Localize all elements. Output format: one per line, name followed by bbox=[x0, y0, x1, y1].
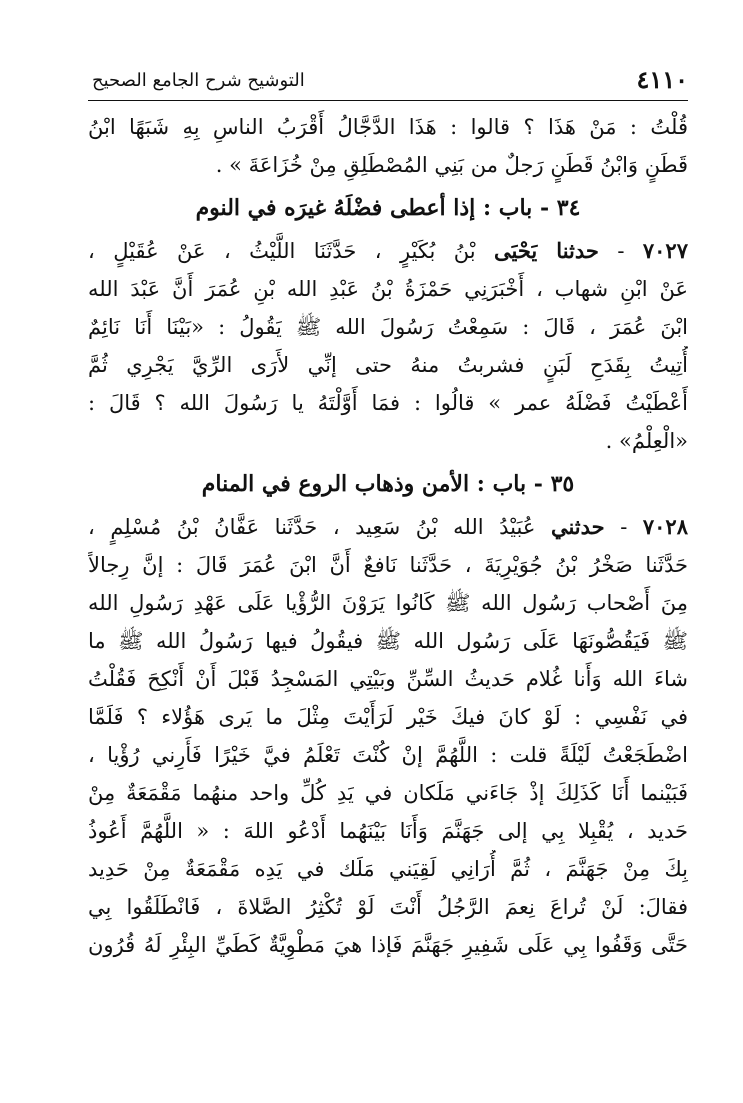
hadith-text: عُبَيْدُ الله بْنُ سَعِيد ، حَدَّثَنا عَفَّانُ بْنُ مُسْلِمٍ ، bbox=[88, 515, 536, 539]
page-body bbox=[88, 108, 688, 964]
text-line: فقالَ: لَنْ تُراعَ نِعمَ الرَّجُلُ أَنْتَ لَوْ تُكْثِرُ الصَّلاةَ ، فَانْطَلَقُوا بِي bbox=[88, 895, 688, 919]
header-rule bbox=[88, 100, 688, 101]
book-page bbox=[88, 52, 688, 1092]
text-line: شاءَ الله وَأَنا غُلام حَديثُ السِّنِّ وبَيْتِي المَسْجِدُ قَبْلَ أَنْ أَنْكِحَ فَقُلْتُ bbox=[88, 667, 688, 691]
hadith-first-line bbox=[88, 508, 688, 546]
text-line: مِنَ أَصْحاب رَسُول الله ﷺ كَانُوا يَرَوْنَ الرُّؤْيا عَلَى عَهْدِ رَسُولِ الله bbox=[88, 591, 688, 615]
text-line: اضْطَجَعْتُ لَيْلَةً قلت : اللَّهُمَّ إنْ كُنْتَ تَعْلَمُ فيَّ خَيْرًا فَأَرِني رُؤْيا ، bbox=[88, 743, 688, 767]
hadith-number: ٧٠٢٨ bbox=[642, 514, 688, 539]
running-title: التوشيح شرح الجامع الصحيح bbox=[92, 70, 305, 91]
text-line: حَديد ، يُقْبِلا بِي إلى جَهَنَّمَ وَأَنَا بَيْنَهُما أَدْعُو اللهَ : « اللَّهُمَّ أَعُوذُ bbox=[88, 819, 688, 843]
text-line: قَطَنٍ وَابْنُ قَطَنٍ رَجلٌ من بَنِي المُصْطَلِقِ مِنْ خُزَاعَةَ » . bbox=[215, 153, 688, 177]
hadith-keyword: حدثنا يَحْيَى bbox=[494, 238, 599, 263]
chapter-word: باب bbox=[498, 195, 533, 221]
text-line: قُلْتُ : مَنْ هَذَا ؟ قالوا : هَذَا الدَّجَّالُ أَقْرَبُ الناسِ بِهِ شَبَهًا ابْنُ bbox=[88, 115, 688, 139]
page-number: ٤١١٠ bbox=[636, 65, 688, 94]
chapter-dash: - bbox=[539, 195, 550, 221]
chapter-dash: - bbox=[533, 471, 543, 497]
hadith-text: بْنُ بُكَيْرٍ ، حَدَّثَنَا اللَّيْثُ ، عَنْ عُقَيْلٍ ، bbox=[88, 239, 476, 263]
hadith-dash: - bbox=[617, 239, 625, 263]
page-header bbox=[88, 66, 688, 94]
hadith-keyword: حدثني bbox=[550, 514, 605, 539]
chapter-heading-35 bbox=[88, 460, 688, 508]
chapter-word: باب bbox=[492, 471, 527, 497]
text-line: «الْعِلْمُ» . bbox=[605, 429, 688, 453]
chapter-number: ٣٤ bbox=[556, 195, 581, 221]
text-line: في نَفْسِي : لَوْ كانَ فيكَ خَيْر لَرَأَيْتَ مِثْلَ ما يَرى هَؤُلاء ؟ فَلَمَّا bbox=[88, 705, 688, 729]
text-line: بِكَ مِنْ جَهَنَّمَ ، ثُمَّ أُرَانِي لَقِيَني مَلَك في يَدِه مَقْمَعَةٌ مِنْ حَدِيد bbox=[88, 857, 688, 881]
text-line: حَتَّى وَقَفُوا بِي عَلَى شَفِيرِ جَهَنَّمَ فَإذا هيَ مَطْوِيَّةٌ كَطَيِّ البِئْرِ لَهُ قُرُون bbox=[88, 933, 688, 957]
hadith-number: ٧٠٢٧ bbox=[642, 238, 688, 263]
chapter-title: الأمن وذهاب الروع في المنام bbox=[201, 471, 470, 497]
chapter-heading-34 bbox=[88, 184, 688, 232]
chapter-colon: : bbox=[482, 195, 492, 221]
text-line: ابْنَ عُمَرَ ، قَالَ : سَمِعْتُ رَسُولَ الله ﷺ يَقُولُ : «بَيْنَا أَنَا نَائِمٌ bbox=[88, 315, 688, 339]
text-line: حَدَّثَنا صَخْرُ بْنُ جُوَيْرِيَةَ ، حَدَّثَنا نَافعٌ أَنَّ ابْنَ عُمَرَ قَالَ : إنَّ رِجالاً bbox=[88, 553, 688, 577]
chapter-colon: : bbox=[476, 471, 485, 497]
hadith-first-line bbox=[88, 232, 688, 270]
text-line: أُتِيتُ بِقَدَحِ لَبَنٍ فشربتُ منهُ حتى إنِّي لأَرَى الرِّيَّ يَجْرِي ثُمَّ bbox=[88, 353, 688, 377]
chapter-title: إذا أعطى فضْلَهُ غيرَه في النوم bbox=[195, 195, 476, 221]
text-line: فَبَيْنما أَنَا كَذَلِكَ إذْ جَاءَني مَلَكان في يَدِ كُلِّ واحد منهُما مَقْمَعَةٌ مِنْ bbox=[88, 781, 688, 805]
text-line: ﷺ فَيَقُصُّونَهَا عَلَى رَسُول الله ﷺ فيقُولُ فيها رَسُولُ الله ﷺ ما bbox=[88, 629, 688, 653]
hadith-dash: - bbox=[620, 515, 628, 539]
text-line: عَنْ ابْنِ شهاب ، أَخْبَرَنِي حَمْزَةُ بْنُ عَبْدِ الله بْنِ عُمَرَ أَنَّ عَبْدَ الله bbox=[88, 277, 688, 301]
text-line: أَعْطَيْتُ فَضْلَهُ عمر » قالُوا : فمَا أَوَّلْتَهُ يا رَسُولَ الله ؟ قَالَ : bbox=[88, 391, 688, 415]
chapter-number: ٣٥ bbox=[550, 471, 575, 497]
